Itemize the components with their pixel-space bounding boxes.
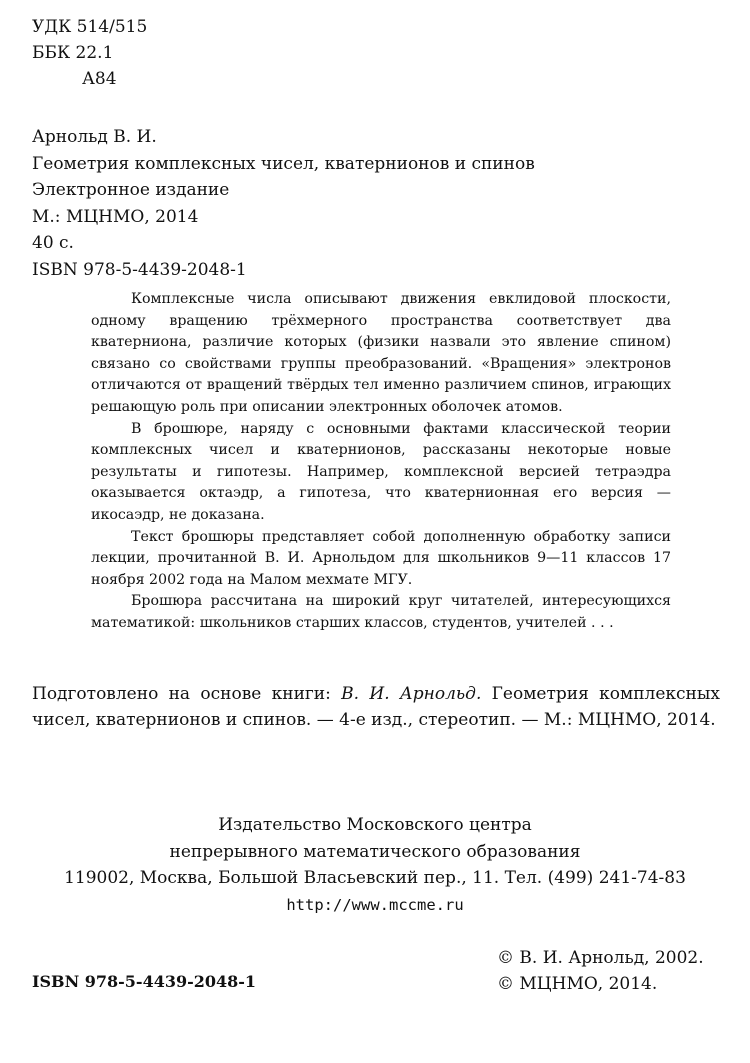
source-note-prefix: Подготовлено на основе книги: (32, 684, 342, 704)
publisher-name-line1: Издательство Московского центра (218, 815, 532, 835)
publisher-address: 119002, Москва, Большой Власьевский пер., 11. Тел. (499) 241-74-83 (64, 868, 686, 888)
abstract-paragraph: Текст брошюры представляет собой дополненную обработку записи лекции, прочитанной В. И. Арнольдом для школьников 9—11 классов 17 ноября 2002 года на Малом мехмате МГУ. (91, 528, 671, 588)
copyright-block (497, 945, 704, 997)
source-note-details: Геометрия комплексных чисел, кватернионов и спинов. — 4-е изд., стереотип. — М.: МЦНМО, 2014. (32, 684, 720, 730)
book-isbn: ISBN 978-5-4439-2048-1 (32, 259, 247, 280)
copyright-publisher: © МЦНМО, 2014. (497, 974, 658, 994)
book-title: Геометрия комплексных чисел, кватернионов и спинов (32, 153, 535, 174)
publisher-url[interactable]: http://www.mccme.ru (286, 895, 464, 914)
source-note-author: В. И. Арнольд. (341, 684, 482, 704)
publisher-block (0, 812, 750, 918)
bbk-code: ББК 22.1 (32, 43, 114, 63)
abstract (91, 289, 671, 635)
author-code: А84 (82, 69, 117, 89)
footer-isbn: ISBN 978-5-4439-2048-1 (32, 972, 257, 991)
source-note (32, 681, 720, 733)
publisher-name-line2: непрерывного математического образования (169, 841, 581, 862)
book-author: Арнольд В. И. (32, 127, 157, 147)
book-publisher: М.: МЦНМО, 2014 (32, 206, 199, 227)
abstract-paragraph: Комплексные числа описывают движения евклидовой плоскости, одному вращению трёхмерного пространства соответствует два кватерниона, различие которых (физики назвали это явление спином) связано со свойствами группы преобразований. «Вращения» электронов отличаются от вращений твёрдых тел именно различием спинов, играющих решающую роль при описании электронных оболочек атомов. (91, 291, 671, 415)
book-edition: Электронное издание (32, 180, 230, 201)
abstract-paragraph: В брошюре, наряду с основными фактами классической теории комплексных чисел и кватернионов, рассказаны некоторые новые результаты и гипотезы. Например, комплексной версией тетраэдра оказывается октаэдр, а гипотеза, что кватернионная его версия — икосаэдр, не доказана. (91, 420, 671, 523)
udk-code: УДК 514/515 (32, 17, 148, 37)
abstract-paragraph: Брошюра рассчитана на широкий круг читателей, интересующихся математикой: школьников старших классов, студентов, учителей . . . (91, 593, 671, 631)
bibliographic-record (32, 124, 535, 284)
book-pages: 40 с. (32, 233, 74, 254)
copyright-author: © В. И. Арнольд, 2002. (497, 948, 704, 968)
